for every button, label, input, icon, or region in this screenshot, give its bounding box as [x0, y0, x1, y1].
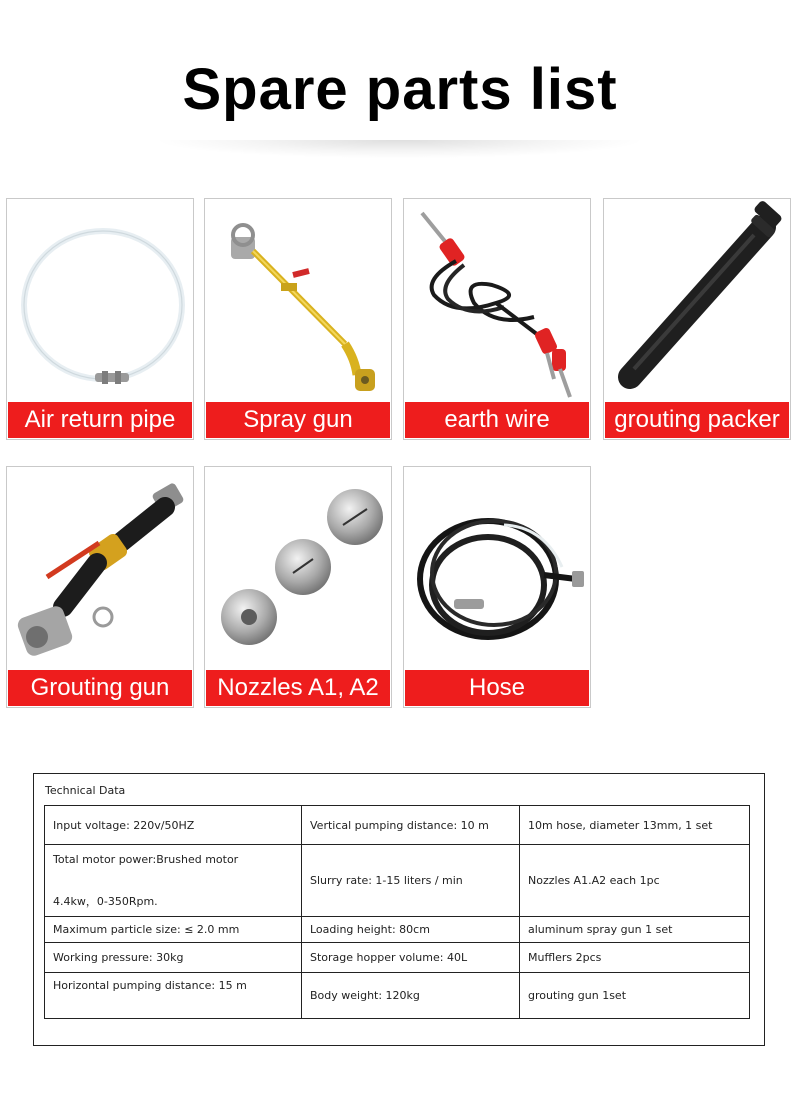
hose-image — [404, 467, 590, 669]
earth-wire-image — [404, 199, 590, 401]
part-card-grouting-packer — [603, 198, 791, 440]
nozzles-image — [205, 467, 391, 669]
table-cell: aluminum spray gun 1 set — [520, 917, 750, 943]
grouting-gun-image — [7, 467, 193, 669]
technical-data-title: Technical Data — [45, 784, 126, 797]
part-card-nozzles — [204, 466, 392, 708]
part-label: Spray gun — [206, 402, 390, 438]
table-row — [45, 806, 750, 845]
table-cell: Working pressure: 30kg — [45, 943, 302, 973]
table-row — [45, 973, 750, 1019]
table-cell — [45, 845, 302, 917]
part-card-hose — [403, 466, 591, 708]
table-row — [45, 917, 750, 943]
table-cell: Body weight: 120kg — [302, 973, 520, 1019]
part-label: grouting packer — [605, 402, 789, 438]
part-card-air-return-pipe — [6, 198, 194, 440]
cell-line: 4.4kw，0-350Rpm. — [53, 894, 158, 908]
part-label: Air return pipe — [8, 402, 192, 438]
table-row — [45, 943, 750, 973]
part-label: Hose — [405, 670, 589, 706]
table-cell: Storage hopper volume: 40L — [302, 943, 520, 973]
table-cell: Loading height: 80cm — [302, 917, 520, 943]
spray-gun-image — [205, 199, 391, 401]
part-label: Nozzles A1, A2 — [206, 670, 390, 706]
table-row — [45, 845, 750, 917]
cell-line: Total motor power:Brushed motor — [53, 852, 239, 866]
table-cell: Vertical pumping distance: 10 m — [302, 806, 520, 845]
part-card-grouting-gun — [6, 466, 194, 708]
table-cell: Maximum particle size: ≤ 2.0 mm — [45, 917, 302, 943]
table-cell: grouting gun 1set — [520, 973, 750, 1019]
page-title: Spare parts list — [182, 57, 618, 122]
table-cell: Mufflers 2pcs — [520, 943, 750, 973]
technical-data-table — [44, 805, 750, 1019]
air-return-pipe-image — [7, 199, 193, 401]
table-cell: Slurry rate: 1-15 liters / min — [302, 845, 520, 917]
part-card-spray-gun — [204, 198, 392, 440]
table-cell: Horizontal pumping distance: 15 m — [45, 973, 302, 1019]
grouting-packer-image — [604, 199, 790, 401]
title-underline-shadow — [160, 140, 640, 158]
table-cell: Input voltage: 220v/50HZ — [45, 806, 302, 845]
part-label: earth wire — [405, 402, 589, 438]
table-cell: 10m hose, diameter 13mm, 1 set — [520, 806, 750, 845]
table-cell: Nozzles A1.A2 each 1pc — [520, 845, 750, 917]
part-card-earth-wire — [403, 198, 591, 440]
technical-data-box — [33, 773, 765, 1046]
part-label: Grouting gun — [8, 670, 192, 706]
